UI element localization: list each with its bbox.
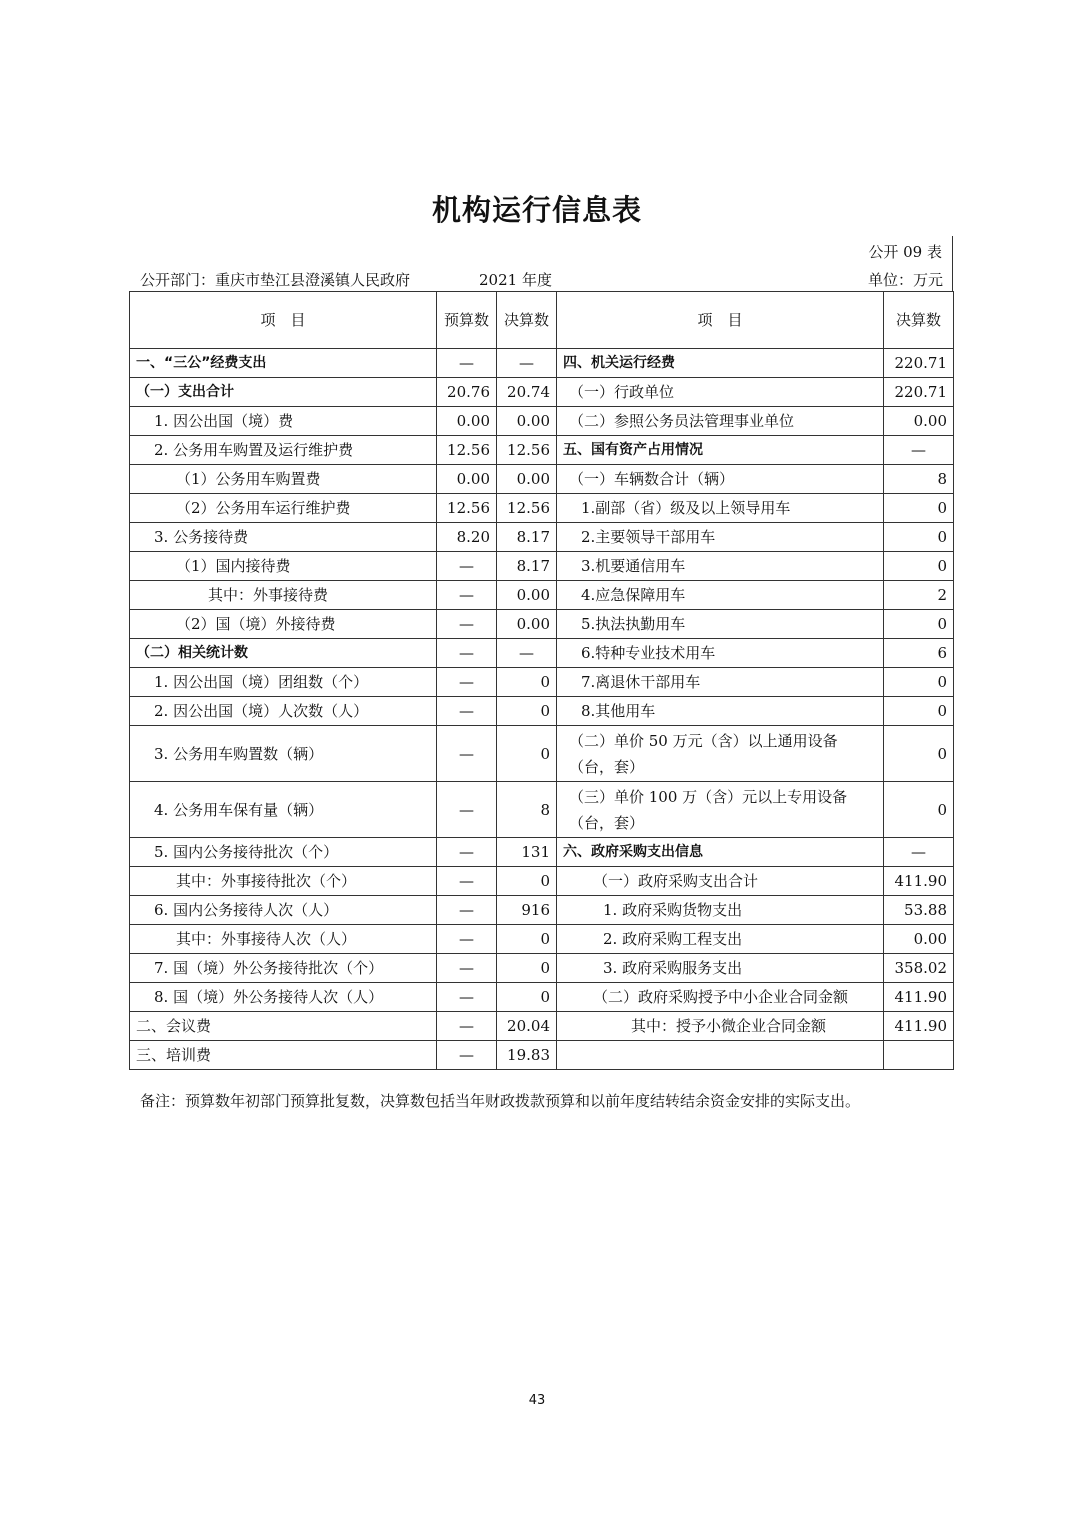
right-item-cell: 四、机关运行经费	[557, 349, 884, 378]
header-item-right: 项 目	[557, 292, 884, 349]
table-row	[130, 407, 954, 436]
table-row	[130, 867, 954, 896]
right-item-cell: 8.其他用车	[557, 697, 884, 726]
final-cell-left: 0.00	[497, 465, 557, 494]
final-cell-left: 916	[497, 896, 557, 925]
left-item-cell: 二、会议费	[130, 1012, 437, 1041]
budget-cell: —	[437, 983, 497, 1012]
budget-cell: —	[437, 668, 497, 697]
final-cell-left: 8	[497, 782, 557, 838]
left-item-cell: 5. 国内公务接待批次（个）	[130, 838, 437, 867]
page-number: 43	[528, 1393, 546, 1408]
table-row	[130, 639, 954, 668]
table-code: 公开 09 表	[868, 243, 942, 261]
final-cell-right: 0	[884, 610, 954, 639]
budget-cell: —	[437, 782, 497, 838]
left-item-cell: 3. 公务接待费	[130, 523, 437, 552]
left-item-cell: 其中：外事接待批次（个）	[130, 867, 437, 896]
table-row	[130, 726, 954, 782]
left-item-cell: 6. 国内公务接待人次（人）	[130, 896, 437, 925]
budget-cell: —	[437, 610, 497, 639]
budget-cell: —	[437, 639, 497, 668]
right-item-cell: 其中：授予小微企业合同金额	[557, 1012, 884, 1041]
left-item-cell: 其中：外事接待人次（人）	[130, 925, 437, 954]
final-cell-left: 131	[497, 838, 557, 867]
year-label: 2021 年度	[479, 271, 552, 289]
table-row	[130, 1041, 954, 1070]
table-row	[130, 983, 954, 1012]
right-item-cell: （二）政府采购授予中小企业合同金额	[557, 983, 884, 1012]
budget-cell: —	[437, 581, 497, 610]
final-cell-right: 0	[884, 552, 954, 581]
department-label: 公开部门：重庆市垫江县澄溪镇人民政府	[140, 271, 411, 289]
budget-cell: 8.20	[437, 523, 497, 552]
final-cell-right: 0	[884, 494, 954, 523]
budget-cell: —	[437, 867, 497, 896]
budget-cell: 12.56	[437, 436, 497, 465]
left-item-cell: 4. 公务用车保有量（辆）	[130, 782, 437, 838]
final-cell-right: 0	[884, 523, 954, 552]
budget-cell: 20.76	[437, 378, 497, 407]
left-item-cell: （2）公务用车运行维护费	[130, 494, 437, 523]
final-cell-left: 0	[497, 697, 557, 726]
final-cell-left: —	[497, 349, 557, 378]
right-item-cell: 3. 政府采购服务支出	[557, 954, 884, 983]
header-final-right: 决算数	[884, 292, 954, 349]
table-row	[130, 349, 954, 378]
final-cell-right: 411.90	[884, 1012, 954, 1041]
right-item-cell: 1.副部（省）级及以上领导用车	[557, 494, 884, 523]
final-cell-right: —	[884, 838, 954, 867]
table-row	[130, 1012, 954, 1041]
table-row	[130, 494, 954, 523]
final-cell-right: 8	[884, 465, 954, 494]
left-item-cell: （2）国（境）外接待费	[130, 610, 437, 639]
final-cell-left: 0.00	[497, 407, 557, 436]
left-item-cell: 2. 公务用车购置及运行维护费	[130, 436, 437, 465]
table-row	[130, 925, 954, 954]
final-cell-right: 0	[884, 668, 954, 697]
budget-cell: 0.00	[437, 407, 497, 436]
right-item-cell: （一）车辆数合计（辆）	[557, 465, 884, 494]
final-cell-left: —	[497, 639, 557, 668]
budget-cell: —	[437, 896, 497, 925]
left-item-cell: 3. 公务用车购置数（辆）	[130, 726, 437, 782]
right-item-cell: 1. 政府采购货物支出	[557, 896, 884, 925]
final-cell-left: 20.04	[497, 1012, 557, 1041]
right-item-cell: 5.执法执勤用车	[557, 610, 884, 639]
right-item-cell: （三）单价 100 万（含）元以上专用设备（台，套）	[557, 782, 884, 838]
budget-cell: —	[437, 1041, 497, 1070]
budget-cell: —	[437, 349, 497, 378]
left-item-cell: 1. 因公出国（境）费	[130, 407, 437, 436]
left-item-cell: （一）支出合计	[130, 378, 437, 407]
left-item-cell: 其中：外事接待费	[130, 581, 437, 610]
final-cell-right: 0	[884, 782, 954, 838]
final-cell-right: 0	[884, 697, 954, 726]
header-budget: 预算数	[437, 292, 497, 349]
right-item-cell: 2.主要领导干部用车	[557, 523, 884, 552]
table-row	[130, 523, 954, 552]
final-cell-right: 358.02	[884, 954, 954, 983]
final-cell-left: 20.74	[497, 378, 557, 407]
budget-cell: 0.00	[437, 465, 497, 494]
info-table	[129, 291, 954, 1070]
final-cell-right: —	[884, 436, 954, 465]
final-cell-right: 53.88	[884, 896, 954, 925]
final-cell-left: 0	[497, 867, 557, 896]
table-row	[130, 581, 954, 610]
table-row	[130, 782, 954, 838]
final-cell-right: 2	[884, 581, 954, 610]
right-item-cell: 6.特种专业技术用车	[557, 639, 884, 668]
right-item-cell: （二）单价 50 万元（含）以上通用设备（台，套）	[557, 726, 884, 782]
final-cell-right: 0.00	[884, 925, 954, 954]
final-cell-left: 0	[497, 983, 557, 1012]
left-item-cell: （二）相关统计数	[130, 639, 437, 668]
table-row	[130, 465, 954, 494]
header-item-left: 项 目	[130, 292, 437, 349]
budget-cell: —	[437, 1012, 497, 1041]
right-item-cell: （二）参照公务员法管理事业单位	[557, 407, 884, 436]
table-row	[130, 378, 954, 407]
right-item-cell: 五、国有资产占用情况	[557, 436, 884, 465]
right-item-cell	[557, 1041, 884, 1070]
table-row	[130, 668, 954, 697]
right-item-cell: 7.离退休干部用车	[557, 668, 884, 697]
final-cell-right: 411.90	[884, 867, 954, 896]
final-cell-right: 411.90	[884, 983, 954, 1012]
budget-cell: —	[437, 552, 497, 581]
final-cell-right: 220.71	[884, 349, 954, 378]
right-item-cell: （一）政府采购支出合计	[557, 867, 884, 896]
table-row	[130, 896, 954, 925]
left-item-cell: 一、“三公”经费支出	[130, 349, 437, 378]
table-row	[130, 610, 954, 639]
left-item-cell: 1. 因公出国（境）团组数（个）	[130, 668, 437, 697]
left-item-cell: （1）国内接待费	[130, 552, 437, 581]
final-cell-left: 0.00	[497, 610, 557, 639]
table-row	[130, 697, 954, 726]
left-item-cell: 8. 国（境）外公务接待人次（人）	[130, 983, 437, 1012]
left-item-cell: 7. 国（境）外公务接待批次（个）	[130, 954, 437, 983]
right-item-cell: 3.机要通信用车	[557, 552, 884, 581]
budget-cell: —	[437, 925, 497, 954]
budget-cell: 12.56	[437, 494, 497, 523]
final-cell-left: 19.83	[497, 1041, 557, 1070]
final-cell-left: 8.17	[497, 552, 557, 581]
final-cell-left: 8.17	[497, 523, 557, 552]
final-cell-right: 0	[884, 726, 954, 782]
table-row	[130, 838, 954, 867]
budget-cell: —	[437, 838, 497, 867]
final-cell-left: 12.56	[497, 436, 557, 465]
final-cell-right	[884, 1041, 954, 1070]
final-cell-left: 0.00	[497, 581, 557, 610]
left-item-cell: 三、培训费	[130, 1041, 437, 1070]
final-cell-right: 6	[884, 639, 954, 668]
table-row	[130, 436, 954, 465]
page-title: 机构运行信息表	[431, 193, 642, 227]
margin-rule	[952, 236, 953, 292]
footnote: 备注：预算数年初部门预算批复数，决算数包括当年财政拨款预算和以前年度结转结余资金安排的实际支出。	[140, 1092, 861, 1110]
final-cell-right: 0.00	[884, 407, 954, 436]
table-header-row	[130, 292, 954, 349]
right-item-cell: 4.应急保障用车	[557, 581, 884, 610]
budget-cell: —	[437, 697, 497, 726]
final-cell-left: 0	[497, 668, 557, 697]
header-final-left: 决算数	[497, 292, 557, 349]
budget-cell: —	[437, 954, 497, 983]
unit-label: 单位：万元	[867, 271, 943, 289]
left-item-cell: （1）公务用车购置费	[130, 465, 437, 494]
right-item-cell: 2. 政府采购工程支出	[557, 925, 884, 954]
right-item-cell: （一）行政单位	[557, 378, 884, 407]
table-row	[130, 552, 954, 581]
final-cell-left: 0	[497, 925, 557, 954]
final-cell-left: 0	[497, 726, 557, 782]
budget-cell: —	[437, 726, 497, 782]
final-cell-left: 12.56	[497, 494, 557, 523]
left-item-cell: 2. 因公出国（境）人次数（人）	[130, 697, 437, 726]
table-row	[130, 954, 954, 983]
final-cell-left: 0	[497, 954, 557, 983]
right-item-cell: 六、政府采购支出信息	[557, 838, 884, 867]
final-cell-right: 220.71	[884, 378, 954, 407]
